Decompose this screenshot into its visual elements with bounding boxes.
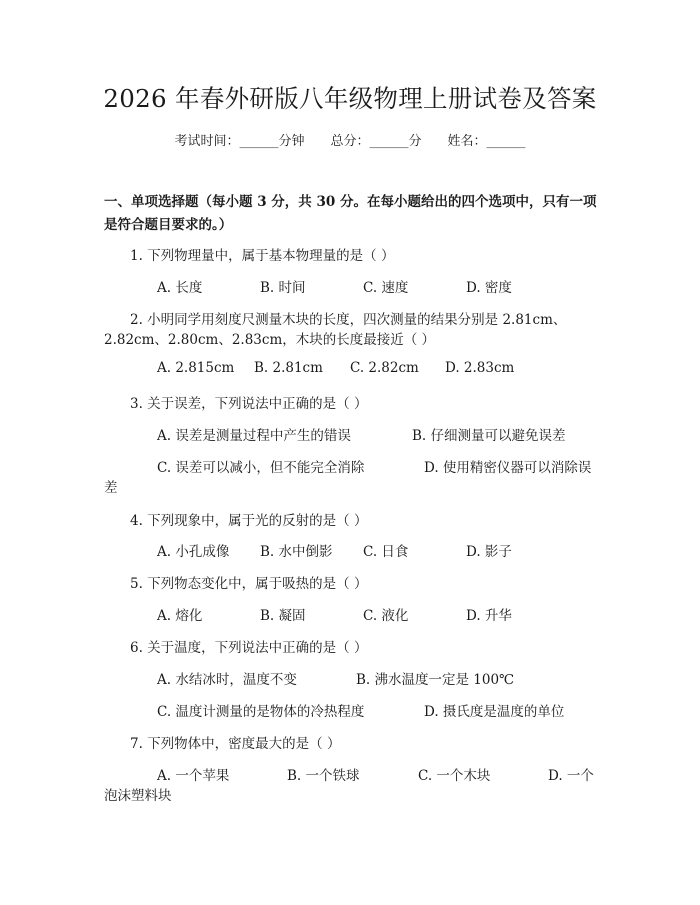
question-5-option-d: D. 升华: [466, 608, 512, 624]
question-2-stem-continued: 2.82cm、2.80cm、2.83cm，木块的长度最接近（ ）: [104, 332, 436, 348]
question-6-option-c: C. 温度计测量的是物体的冷热程度: [157, 704, 365, 720]
total-score-field: 总分：______分: [330, 134, 422, 149]
question-4-option-d: D. 影子: [466, 544, 512, 560]
section-heading: 一、单项选择题（每小题 3 分，共 30 分。在每小题给出的四个选项中，只有一项是符合题目要求的。）: [104, 194, 597, 233]
question-2-option-b: B. 2.81cm: [254, 360, 323, 376]
question-6-option-a: A. 水结冰时，温度不变: [157, 672, 297, 688]
question-4-option-a: A. 小孔成像: [157, 544, 230, 560]
question-1-option-b: B. 时间: [260, 280, 306, 296]
question-2-option-d: D. 2.83cm: [445, 360, 515, 376]
question-7-option-a: A. 一个苹果: [157, 768, 230, 784]
question-1-option-c: C. 速度: [363, 280, 409, 296]
question-6-stem: 6. 关于温度，下列说法中正确的是（ ）: [130, 640, 368, 656]
exam-time-field: 考试时间：______分钟: [174, 134, 305, 149]
question-2-option-a: A. 2.815cm: [157, 360, 235, 376]
question-3-option-a: A. 误差是测量过程中产生的错误: [157, 428, 351, 444]
question-4-option-c: C. 日食: [363, 544, 409, 560]
question-1-option-d: D. 密度: [466, 280, 512, 296]
question-5-option-b: B. 凝固: [260, 608, 306, 624]
exam-title: 2026 年春外研版八年级物理上册试卷及答案: [103, 84, 597, 113]
question-6-option-d: D. 摄氏度是温度的单位: [424, 704, 565, 720]
question-4-option-b: B. 水中倒影: [260, 544, 333, 560]
question-2-option-c: C. 2.82cm: [350, 360, 419, 376]
question-1-option-a: A. 长度: [157, 280, 203, 296]
question-5-option-c: C. 液化: [363, 608, 409, 624]
question-2-stem: 2. 小明同学用刻度尺测量木块的长度，四次测量的结果分别是 2.81cm、: [130, 312, 567, 328]
question-1-stem: 1. 下列物理量中，属于基本物理量的是（ ）: [130, 248, 395, 264]
question-7-option-d-continued: 泡沫塑料块: [104, 788, 172, 804]
exam-info: [0, 130, 700, 149]
question-3-stem: 3. 关于误差，下列说法中正确的是（ ）: [130, 396, 368, 412]
question-7-option-b: B. 一个铁球: [287, 768, 360, 784]
question-4-stem: 4. 下列现象中，属于光的反射的是（ ）: [130, 513, 368, 529]
question-5-stem: 5. 下列物态变化中，属于吸热的是（ ）: [130, 576, 368, 592]
question-3-option-d: D. 使用精密仪器可以消除误: [424, 460, 592, 476]
question-3-option-d-continued: 差: [104, 480, 118, 496]
question-3-option-b: B. 仔细测量可以避免误差: [412, 428, 566, 444]
question-3-option-c: C. 误差可以减小，但不能完全消除: [157, 460, 365, 476]
question-7-option-d: D. 一个: [548, 768, 594, 784]
question-5-option-a: A. 熔化: [157, 608, 203, 624]
question-6-option-b: B. 沸水温度一定是 100℃: [356, 672, 515, 688]
question-7-option-c: C. 一个木块: [418, 768, 491, 784]
student-name-field: 姓名：______: [447, 134, 526, 149]
question-7-stem: 7. 下列物体中，密度最大的是（ ）: [130, 736, 341, 752]
